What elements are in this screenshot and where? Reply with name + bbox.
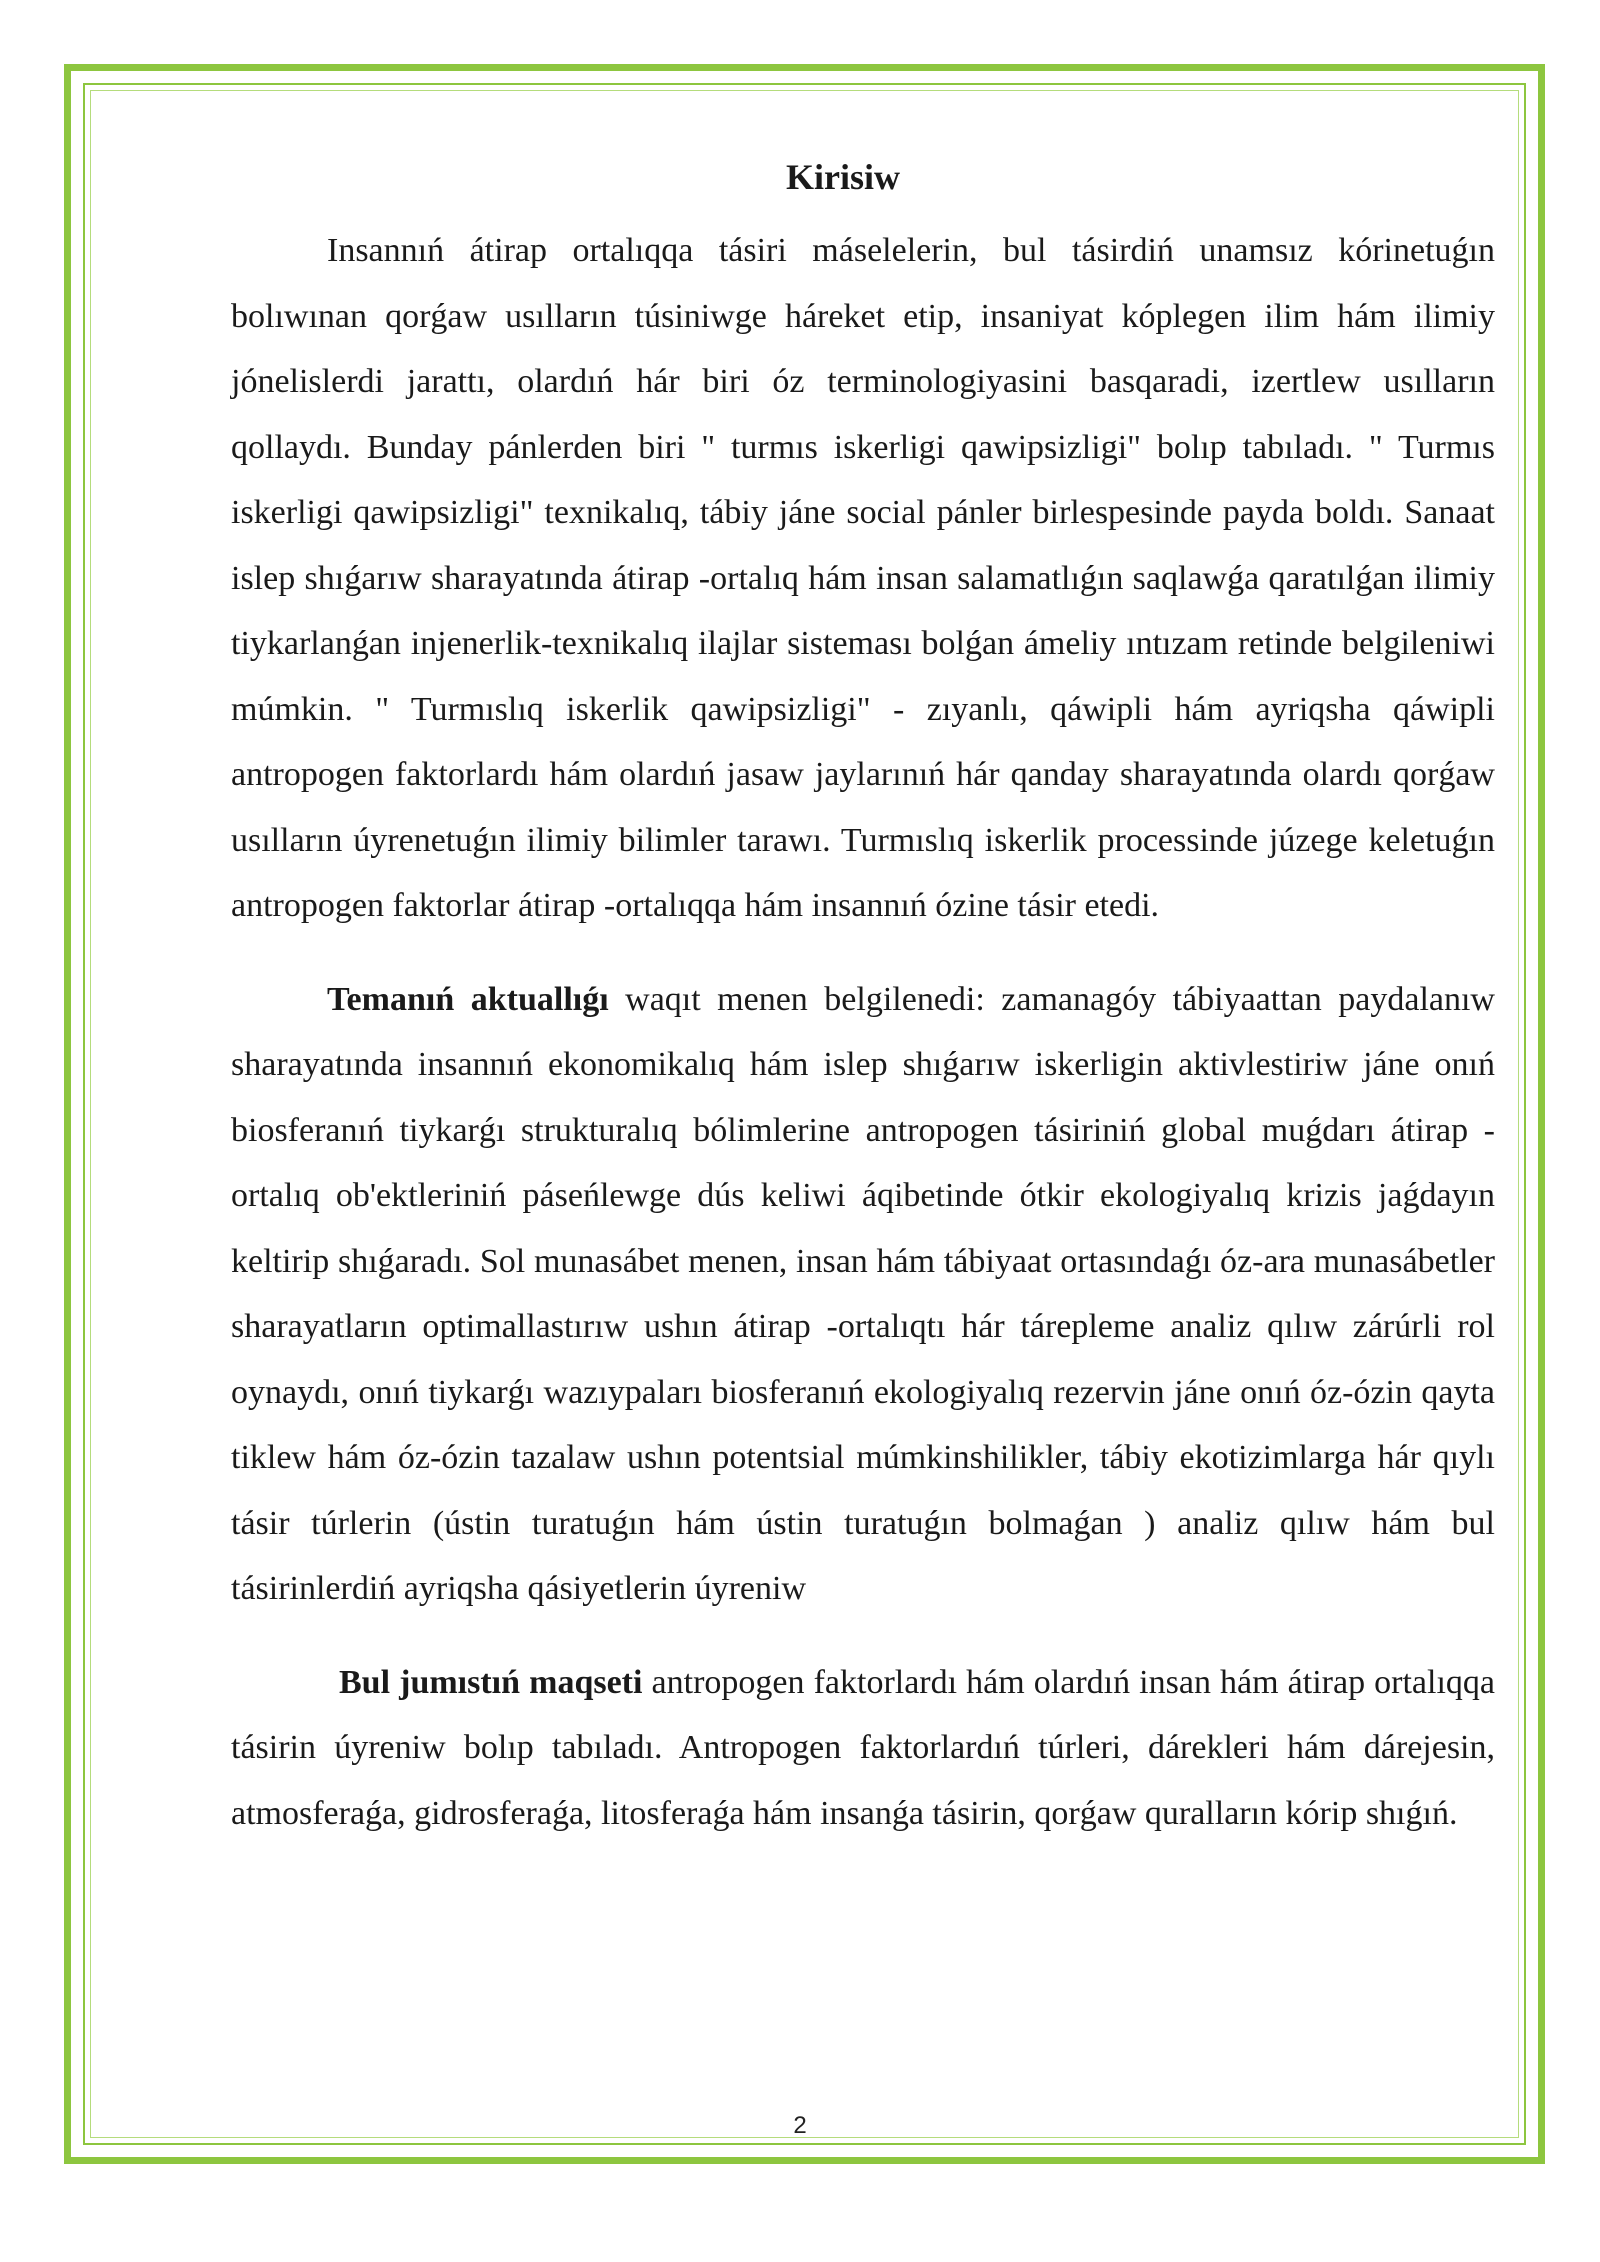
page-number: 2 [793, 2112, 807, 2139]
document-body [231, 148, 1495, 1874]
relevance-heading: Temanıń aktuallıǵı [327, 980, 609, 1018]
goal-paragraph [231, 1650, 1495, 1847]
intro-paragraph: Insannıń átirap ortalıqqa tásiri máselelerin, bul tásirdiń unamsız kórinetuǵın bolıwınan qorǵaw usılların túsiniwge háreket etip, insaniyat kóplegen ilim hám ilimiy jónelislerdi jarattı, olardıń hár biri óz terminologiyasini basqaradi, izertlew usılların qollaydı. Bunday pánlerden biri " turmıs iskerligi qawipsizligi" bolıp tabıladı. " Turmıs iskerligi qawipsizligi" texnikalıq, tábiy jáne social pánler birlespesinde payda boldı. Sanaat islep shıǵarıw sharayatında átirap -ortalıq hám insan salamatlıǵın saqlawǵa qaratılǵan ilimiy tiykarlanǵan injenerlik-texnikalıq ilajlar sisteması bolǵan ámeliy ıntızam retinde belgileniwi múmkin. " Turmıslıq iskerlik qawipsizligi" - zıyanlı, qáwipli hám ayriqsha qáwipli antropogen faktorlardı hám olardıń jasaw jaylarınıń hár qanday sharayatında olardı qorǵaw usılların úyrenetuǵın ilimiy bilimler tarawı. Turmıslıq iskerlik processinde júzege keletuǵın antropogen faktorlar átirap -ortalıqqa hám insannıń ózine tásir etedi. [231, 232, 1495, 924]
goal-heading: Bul jumıstıń maqseti [339, 1663, 643, 1701]
relevance-paragraph [231, 967, 1495, 1622]
goal-text: antropogen faktorlardı hám olardıń insan hám átirap ortalıqqa tásirin úyreniw bolıp tabıladı. Antropogen faktorlardıń túrleri, dárekleri hám dárejesin, atmosferaǵa, gidrosferaǵa, litosferaǵa hám insanǵa tásirin, qorǵaw quralların kórip shıǵıń. [231, 1663, 1496, 1832]
relevance-text: waqıt menen belgilenedi: zamanagóy tábiyaattan paydalanıw sharayatında insannıń ekonomikalıq hám islep shıǵarıw iskerligin aktivlestiriw jáne onıń biosferanıń tiykarǵı strukturalıq bólimlerine antropogen tásiriniń global muǵdarı átirap -ortalıq ob'ektleriniń páseńlewge dús keliwi áqibetinde ótkir ekologiyalıq krizis jaǵdayın keltirip shıǵaradı. Sol munasábet menen, insan hám tábiyaat ortasındaǵı óz-ara munasábetler sharayatların optimallastırıw ushın átirap -ortalıqtı hár tárepleme analiz qılıw zárúrli rol oynaydı, onıń tiykarǵı wazıypaları biosferanıń ekologiyalıq rezervin jáne onıń óz-ózin qayta tiklew hám óz-ózin tazalaw ushın potentsial múmkinshilikler, tábiy ekotizimlarga hár qıylı tásir túrlerin (ústin turatuǵın hám ústin turatuǵın bolmaǵan ) analiz qılıw hám bul tásirinlerdiń ayriqsha qásiyetlerin úyreniw [231, 980, 1495, 1607]
page-title: Kirisiw [786, 157, 900, 197]
